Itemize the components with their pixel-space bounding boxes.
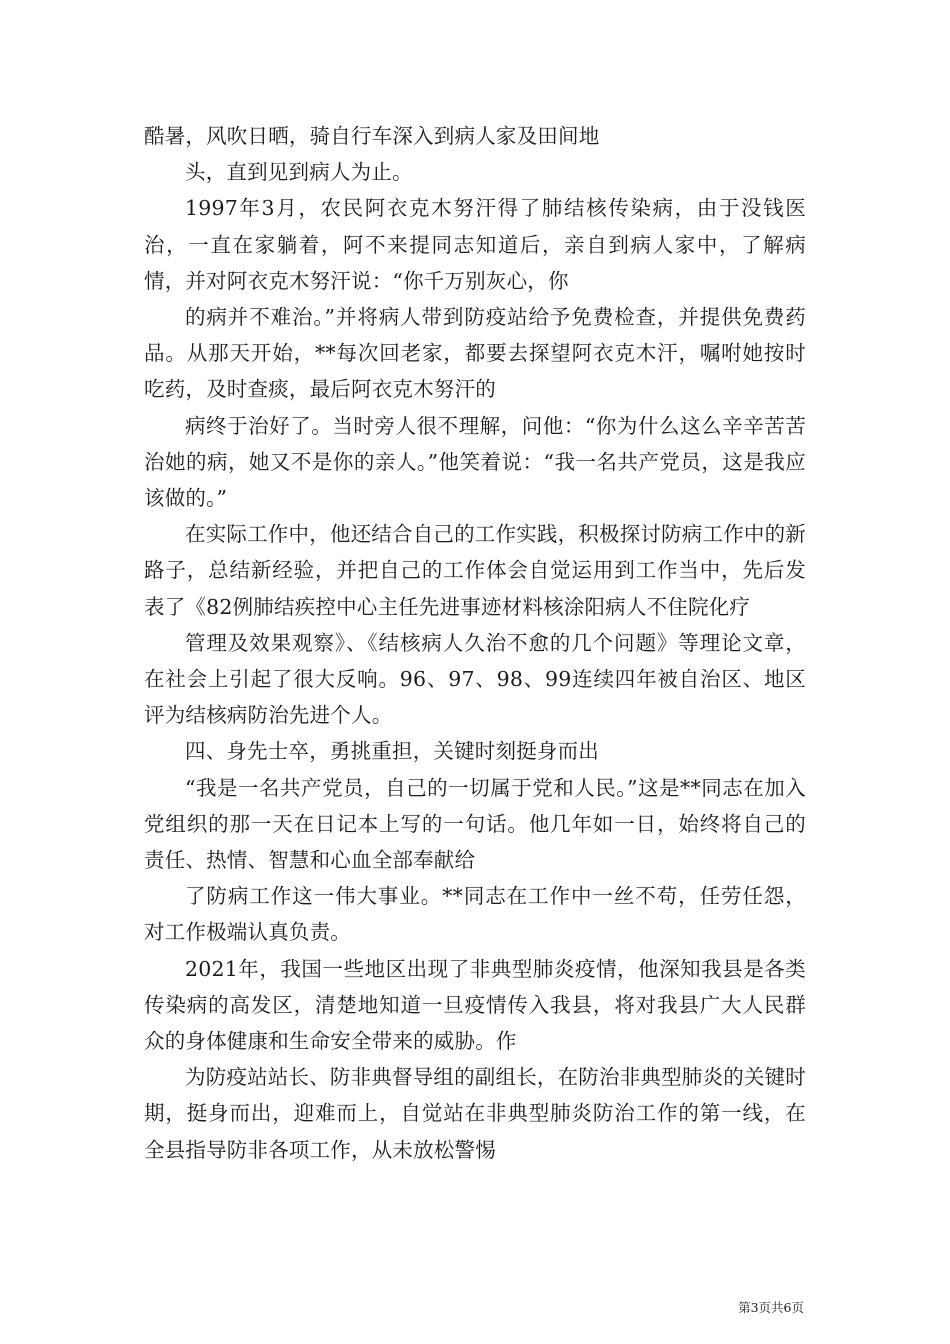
paragraph-4: 的病并不难治。”并将病人带到防疫站给予免费检查，并提供免费药品。从那天开始，**每次回老家，都要去探望阿衣克木汗，嘱咐她按时吃药，及时查痰，最后阿衣克木努汗的 [144, 305, 806, 402]
paragraph-7: 管理及效果观察》、《结核病人久治不愈的几个问题》等理论文章，在社会上引起了很大反响。96、97、98、99连续四年被自治区、地区评为结核病防治先进个人。 [144, 630, 806, 728]
page-number: 第3页共6页 [738, 1300, 804, 1315]
paragraph-1: 酷暑，风吹日晒，骑自行车深入到病人家及田间地 [144, 124, 600, 148]
document-body [144, 118, 806, 1168]
paragraph-9: “我是一名共产党员，自己的一切属于党和人民。”这是**同志在加入党组织的那一天在日记本上写的一句话。他几年如一日，始终将自己的责任、热情、智慧和心血全部奉献给 [144, 775, 806, 873]
paragraph-11: 2021年，我国一些地区出现了非典型肺炎疫情，他深知我县是各类传染病的高发区，清楚地知道一旦疫情传入我县，将对我县广大人民群众的身体健康和生命安全带来的威胁。作 [144, 956, 806, 1054]
section-heading: 四、身先士卒，勇挑重担，关键时刻挺身而出 [185, 739, 599, 764]
paragraph-6: 在实际工作中，他还结合自己的工作实践，积极探讨防病工作中的新路子，总结新经验，并把自己的工作体会自觉运用到工作当中，先后发表了《82例肺结疾控中心主任先进事迹材料核涂阳病人不住院化疗 [144, 522, 806, 619]
paragraph-3: 1997年3月，农民阿衣克木努汗得了肺结核传染病，由于没钱医治，一直在家躺着，阿不来提同志知道后，亲自到病人家中，了解病情，并对阿衣克木努汗说：“你千万别灰心，你 [144, 196, 806, 293]
paragraph-5: 病终于治好了。当时旁人很不理解，问他：“你为什么这么辛辛苦苦治她的病，她又不是你的亲人。”他笑着说：“我一名共产党员，这是我应该做的。” [144, 413, 806, 511]
paragraph-12: 为防疫站站长、防非典督导组的副组长，在防治非典型肺炎的关键时期，挺身而出，迎难而上，自觉站在非典型肺炎防治工作的第一线，在全县指导防非各项工作，从未放松警惕 [144, 1065, 806, 1162]
paragraph-10: 了防病工作这一伟大事业。**同志在工作中一丝不苟，任劳任怨，对工作极端认真负责。 [144, 884, 806, 945]
paragraph-2: 头，直到见到病人为止。 [185, 160, 413, 185]
